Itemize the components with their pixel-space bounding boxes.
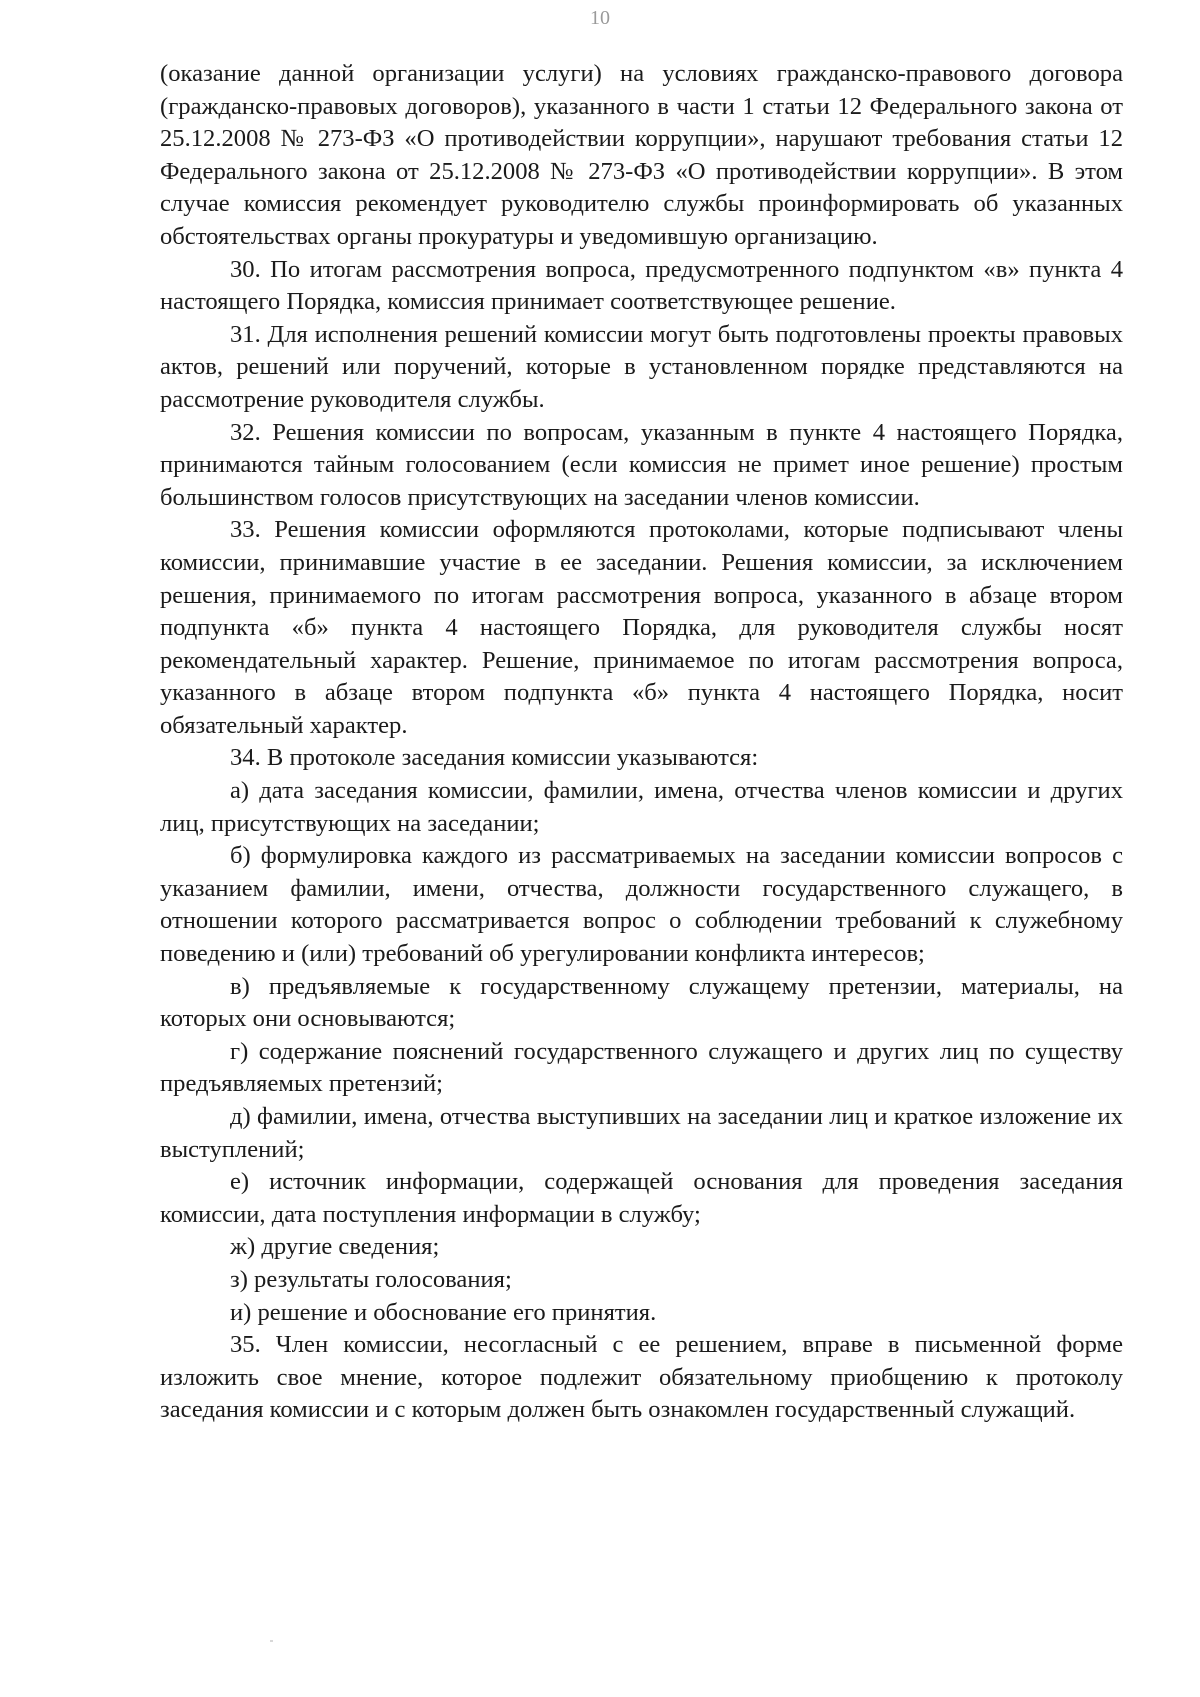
paragraph: и) решение и обоснование его принятия. xyxy=(230,1298,657,1326)
paragraph: 33. Решения комиссии оформляются протоколами, которые подписывают члены комиссии, принимавшие участие в ее заседании. Решения комиссии, за исключением решения, принимаемого по итогам рассмотрения вопроса, указанного в абзаце втором подпункта «б» пункта 4 настоящего Порядка, для руководителя службы носят рекомендательный характер. Решение, принимаемое по итогам рассмотрения вопроса, указанного в абзаце втором подпункта «б» пункта 4 настоящего Порядка, носит обязательный характер. xyxy=(160,516,1123,739)
document-body xyxy=(160,58,1123,1427)
paragraph: (оказание данной организации услуги) на условиях гражданско-правового договора (гражданско-правовых договоров), указанного в части 1 статьи 12 Федерального закона от 25.12.2008 № 273-ФЗ «О противодействии коррупции», нарушают требования статьи 12 Федерального закона от 25.12.2008 № 273-ФЗ «О противодействии коррупции». В этом случае комиссия рекомендует руководителю службы проинформировать об указанных обстоятельствах органы прокуратуры и уведомившую организацию. xyxy=(160,60,1123,250)
paragraph: б) формулировка каждого из рассматриваемых на заседании комиссии вопросов с указанием фамилии, имени, отчества, должности государственного служащего, в отношении которого рассматривается вопрос о соблюдении требований к служебному поведению и (или) требований об урегулировании конфликта интересов; xyxy=(160,842,1123,968)
paragraph: а) дата заседания комиссии, фамилии, имена, отчества членов комиссии и других лиц, присутствующих на заседании; xyxy=(160,777,1123,837)
paragraph: ж) другие сведения; xyxy=(230,1233,440,1261)
paragraph: е) источник информации, содержащей основания для проведения заседания комиссии, дата поступления информации в службу; xyxy=(160,1168,1123,1228)
paragraph: г) содержание пояснений государственного служащего и других лиц по существу предъявляемых претензий; xyxy=(160,1037,1123,1098)
scan-speck xyxy=(270,1640,273,1642)
paragraph: 31. Для исполнения решений комиссии могут быть подготовлены проекты правовых актов, решений или поручений, которые в установленном порядке представляются на рассмотрение руководителя службы. xyxy=(160,320,1123,413)
paragraph: д) фамилии, имена, отчества выступивших на заседании лиц и краткое изложение их выступлений; xyxy=(160,1103,1123,1163)
paragraph: 32. Решения комиссии по вопросам, указанным в пункте 4 настоящего Порядка, принимаются тайным голосованием (если комиссия не примет иное решение) простым большинством голосов присутствующих на заседании членов комиссии. xyxy=(160,418,1123,511)
paragraph: з) результаты голосования; xyxy=(230,1265,512,1293)
paragraph: 34. В протоколе заседания комиссии указываются: xyxy=(230,744,759,772)
paragraph: 35. Член комиссии, несогласный с ее решением, вправе в письменной форме изложить свое мнение, которое подлежит обязательному приобщению к протоколу заседания комиссии и с которым должен быть ознакомлен государственный служащий. xyxy=(160,1331,1123,1424)
paragraph: в) предъявляемые к государственному служащему претензии, материалы, на которых они основываются; xyxy=(160,972,1123,1033)
page-number: 10 xyxy=(590,7,610,29)
paragraph: 30. По итогам рассмотрения вопроса, предусмотренного подпунктом «в» пункта 4 настоящего Порядка, комиссия принимает соответствующее решение. xyxy=(160,255,1123,316)
